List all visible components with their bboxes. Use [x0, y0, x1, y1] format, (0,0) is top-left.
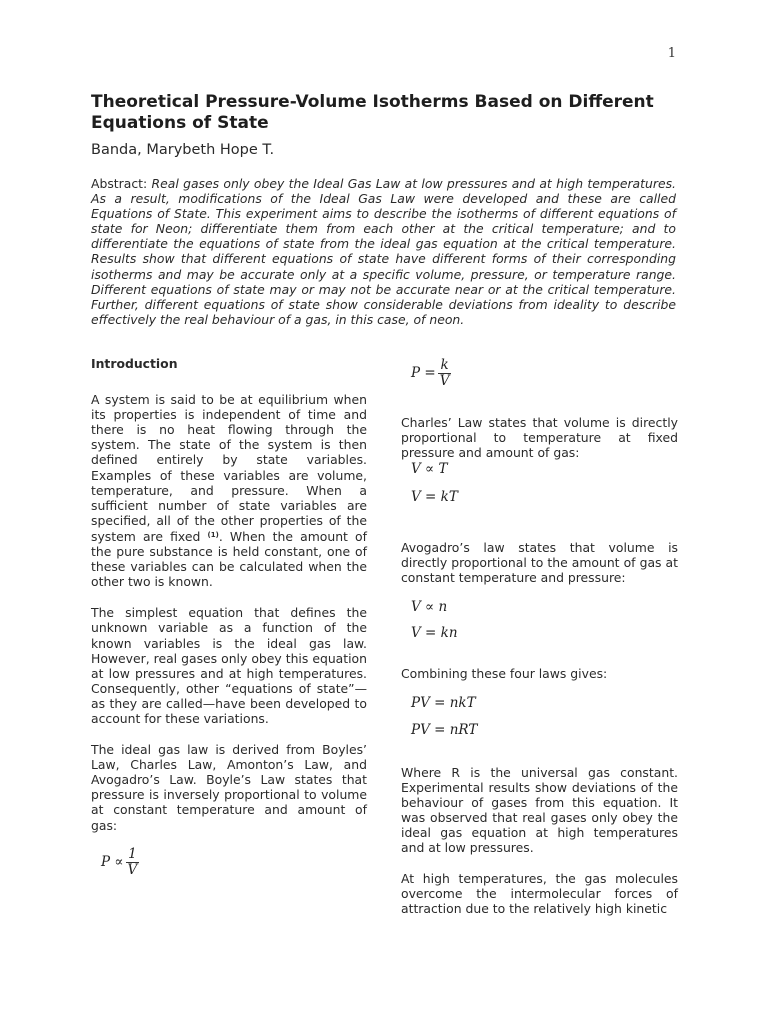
- intro-paragraph-3: The ideal gas law is derived from Boyles’ Law, Charles Law, Amonton’s Law, and Avogadro’s Law. Boyle’s Law states that pressure is inversely proportional to volume at constant temperature and amount of gas:: [91, 742, 367, 833]
- fraction-numerator: k: [438, 358, 452, 374]
- section-heading-introduction: Introduction: [91, 356, 178, 371]
- charles-law-text: Charles’ Law states that volume is directly proportional to temperature at fixed pressure and amount of gas:: [401, 415, 678, 461]
- equation-fraction: [126, 847, 140, 878]
- equation-charles-proportional: V ∝ T: [411, 461, 448, 478]
- equation-boyle: [411, 358, 678, 389]
- equation-ideal-gas-law: PV = nRT: [411, 721, 478, 738]
- high-temperature-paragraph: At high temperatures, the gas molecules overcome the intermolecular forces of attraction due to the relatively high kinetic: [401, 871, 678, 917]
- intro-paragraph-1-b: . When the amount of the pure substance is held constant, one of these variables can be calculated when the other two is known.: [91, 528, 368, 590]
- citation-ref: (1): [207, 530, 219, 539]
- equation-avogadro: V = kn: [411, 624, 458, 641]
- paper-title: Theoretical Pressure-Volume Isotherms Based on Different Equations of State: [91, 92, 654, 133]
- equation-boyle-proportional: [101, 847, 367, 878]
- fraction-denominator: V: [439, 373, 450, 389]
- equation-fraction: [438, 358, 452, 389]
- equation-charles: V = kT: [411, 489, 458, 506]
- intro-paragraph-2: The simplest equation that defines the unknown variable as a function of the known variables is the ideal gas law. However, real gases only obey this equation at low pressures and at high temperatures. Consequently, other “equations of state”—as they are called—have been developed to account for these variations.: [91, 605, 367, 726]
- right-column: [401, 356, 678, 917]
- abstract-body: Real gases only obey the Ideal Gas Law at low pressures and at high temperatures. As a result, modifications of the Ideal Gas Law were developed and these are called Equations of State. This experiment aims to describe the isotherms of different equations of state for Neon; differentiate them from each other at the critical temperature; and to differentiate the equations of state from the ideal gas equation at the critical temperature. Results show that different equations of state have different forms of their corresponding isotherms and may be accurate only at a specific volume, pressure, or temperature range. Different equations of state may or may not be accurate near or at the critical temperature. Further, different equations of state show considerable deviations from ideality to describe effectively the real behaviour of a gas, in this case, of neon.: [91, 176, 676, 327]
- intro-paragraph-1: [91, 392, 367, 589]
- abstract: [91, 176, 676, 327]
- avogadro-law-text: Avogadro’s law states that volume is directly proportional to the amount of gas at constant temperature and pressure:: [401, 540, 678, 586]
- combining-laws-text: Combining these four laws gives:: [401, 665, 608, 681]
- equation-avogadro-proportional: V ∝ n: [411, 598, 448, 615]
- abstract-label: Abstract:: [91, 176, 152, 191]
- equation-lhs: P =: [411, 364, 436, 381]
- equation-lhs: P ∝: [101, 853, 124, 870]
- universal-gas-constant-paragraph: Where R is the universal gas constant. Experimental results show deviations of the behaviour of gases from this equation. It was observed that real gases only obey the ideal gas equation at high temperatures and at low pressures.: [401, 764, 678, 856]
- fraction-denominator: V: [127, 861, 138, 878]
- equation-combined-proportional: PV = nkT: [411, 694, 476, 711]
- intro-paragraph-1-a: A system is said to be at equilibrium when its properties is independent of time and there is no heat flowing through the system. The state of the system is then defined entirely by state variables. Examples of these variables are volume, temperature, and pressure. When a sufficient number of state variables are specified, all of the other properties of the system are fixed: [91, 392, 367, 544]
- fraction-numerator: 1: [126, 847, 140, 863]
- author-name: Banda, Marybeth Hope T.: [91, 142, 275, 158]
- left-column: [91, 356, 367, 878]
- page-number: 1: [667, 46, 676, 61]
